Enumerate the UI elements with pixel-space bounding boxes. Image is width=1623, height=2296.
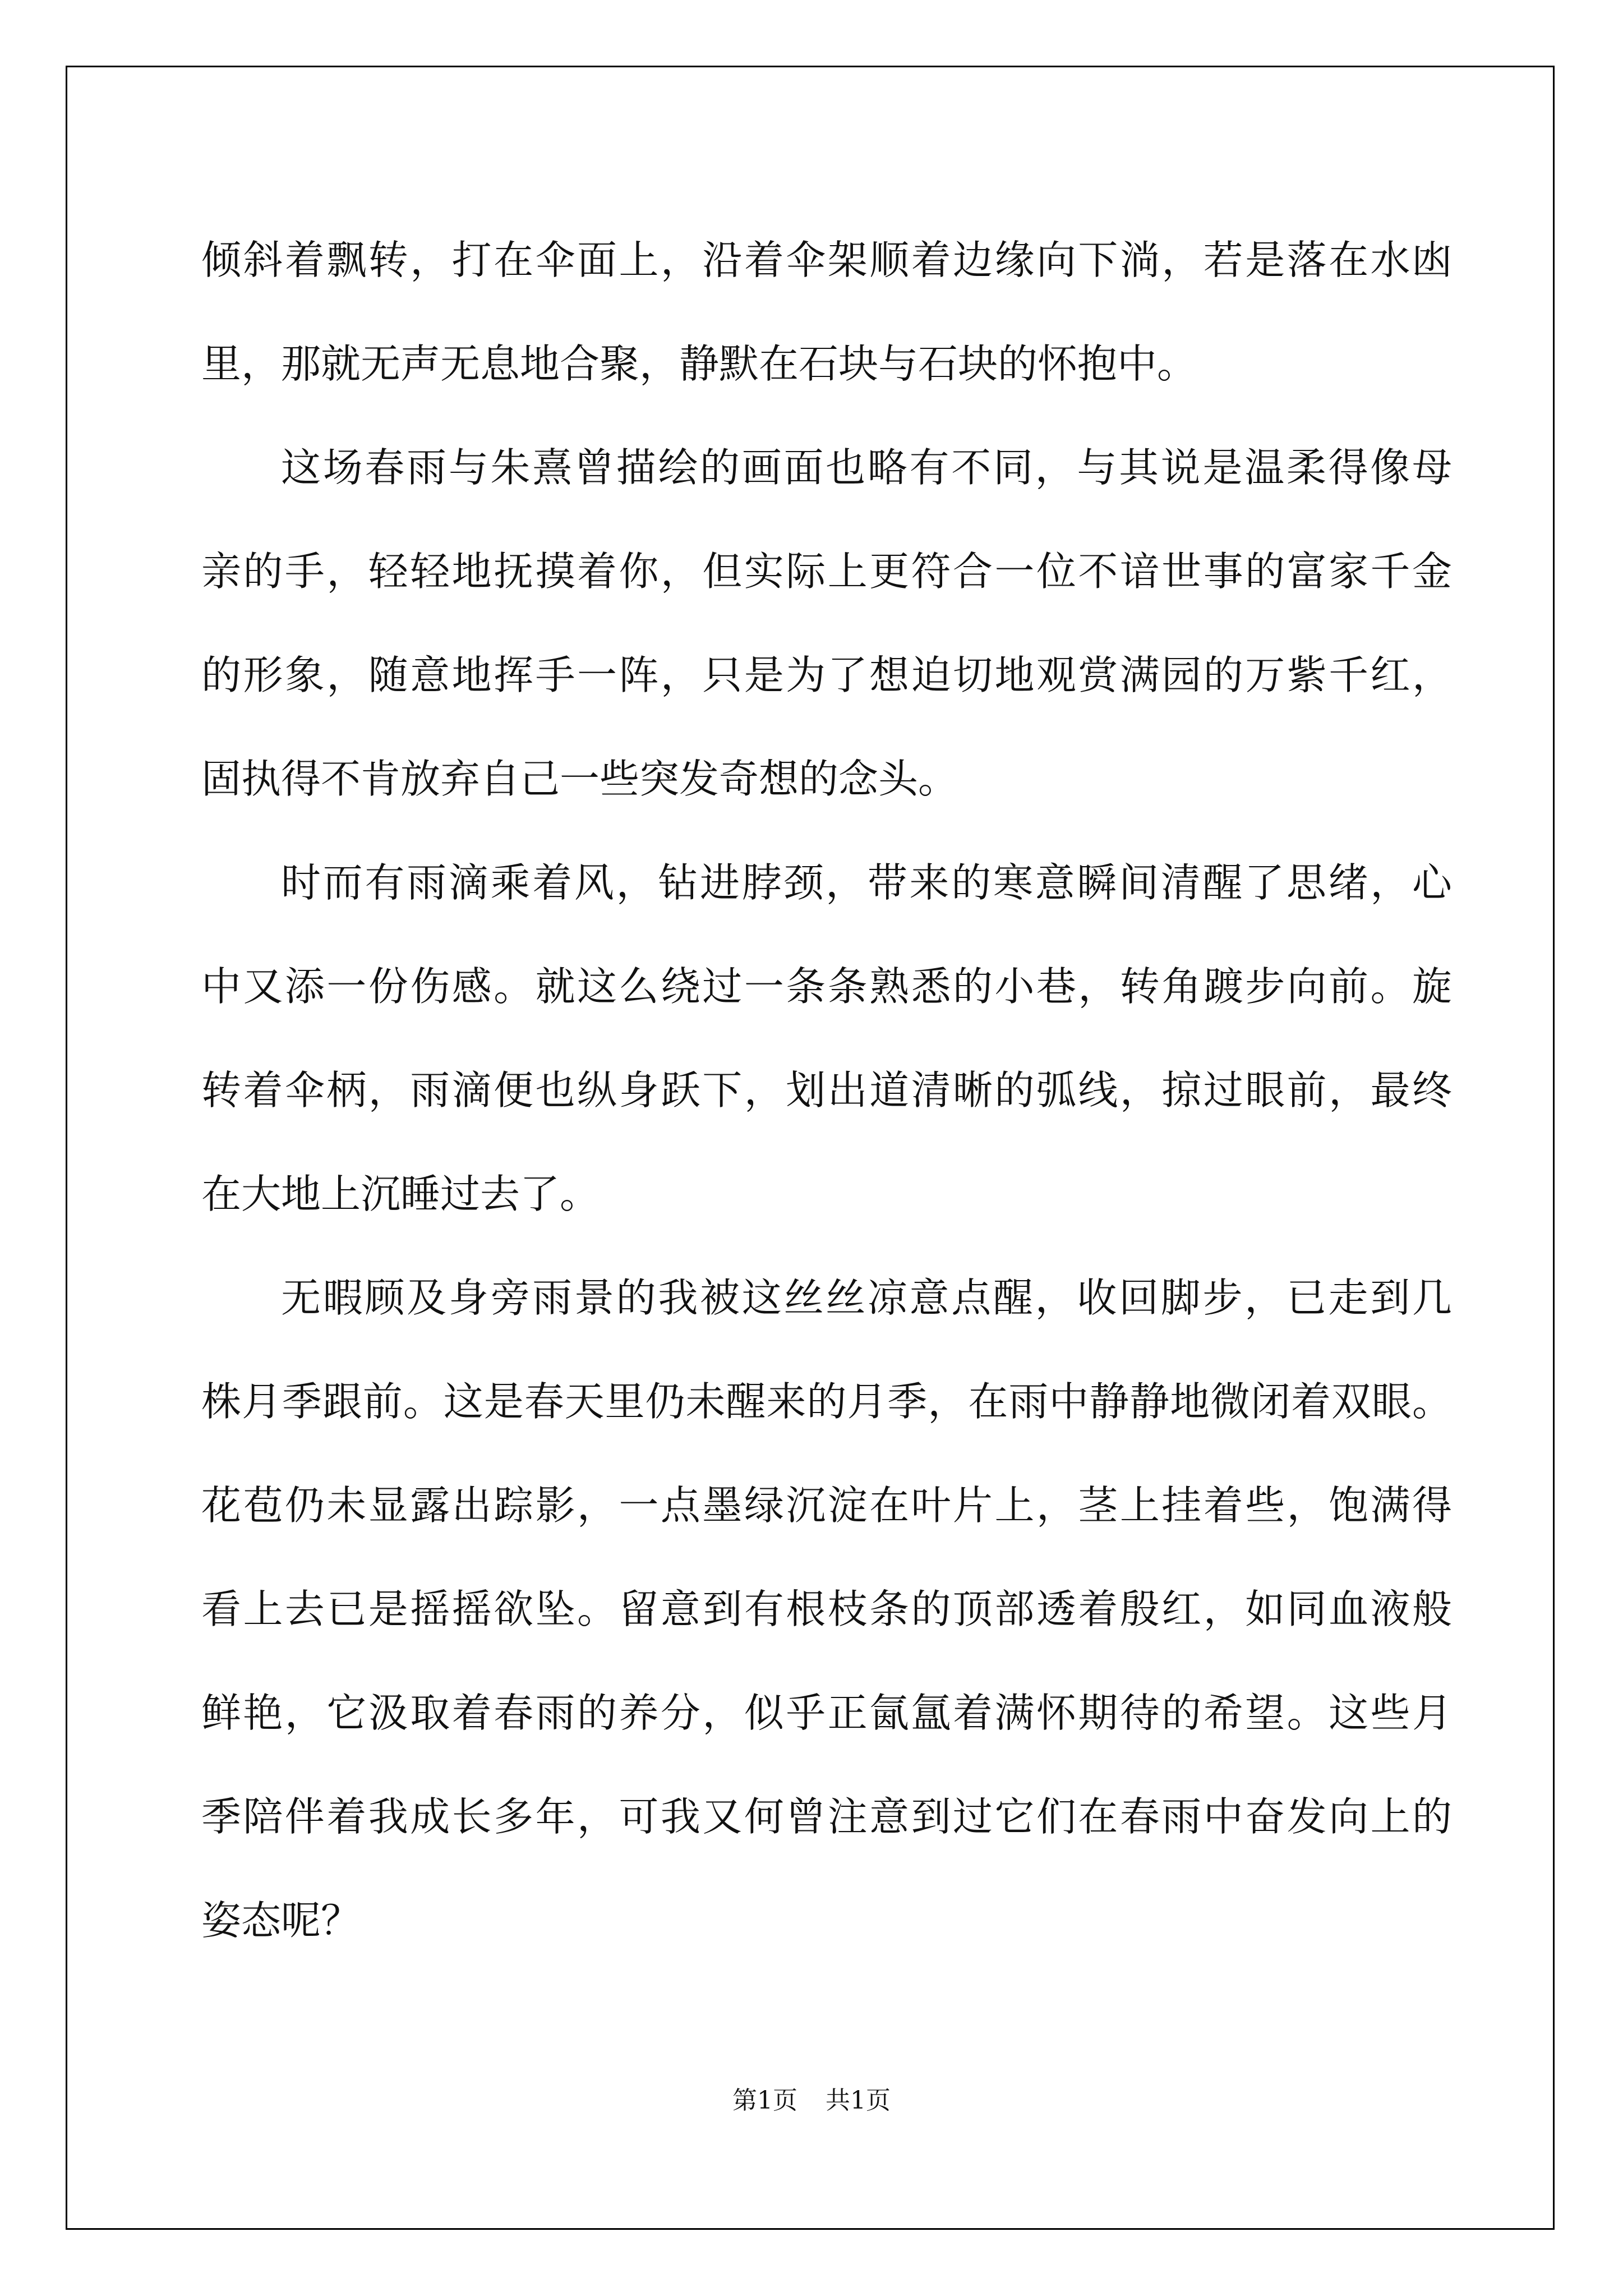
text-line: 亲的手，轻轻地抚摸着你，但实际上更符合一位不谙世事的富家千金 (201, 548, 1454, 595)
page-footer (0, 2084, 1623, 2118)
text-line: 无暇顾及身旁雨景的我被这丝丝凉意点醒，收回脚步，已走到几 (281, 1274, 1454, 1321)
text-line: 看上去已是摇摇欲坠。留意到有根枝条的顶部透着殷红，如同血液般 (201, 1586, 1454, 1632)
text-line: 季陪伴着我成长多年，可我又何曾注意到过它们在春雨中奋发向上的 (201, 1793, 1454, 1840)
text-line: 转着伞柄，雨滴便也纵身跃下，划出道清晰的弧线，掠过眼前，最终 (201, 1067, 1454, 1114)
text-line: 的形象，随意地挥手一阵，只是为了想迫切地观赏满园的万紫千红， (201, 652, 1454, 698)
text-line: 姿态呢？ (201, 1897, 361, 1944)
text-line: 时而有雨滴乘着风，钻进脖颈，带来的寒意瞬间清醒了思绪，心 (281, 859, 1454, 906)
text-line: 这场春雨与朱熹曾描绘的画面也略有不同，与其说是温柔得像母 (281, 444, 1454, 491)
document-body (201, 208, 1452, 1972)
text-line: 里，那就无声无息地合聚，静默在石块与石块的怀抱中。 (201, 341, 1197, 387)
page-number-total: 共1页 (826, 2086, 891, 2115)
text-line: 鲜艳，它汲取着春雨的养分，似乎正氤氲着满怀期待的希望。这些月 (201, 1690, 1454, 1736)
text-line: 倾斜着飘转，打在伞面上，沿着伞架顺着边缘向下淌，若是落在水凼 (201, 237, 1454, 283)
text-line: 在大地上沉睡过去了。 (201, 1171, 600, 1217)
page-number-current: 第1页 (732, 2086, 797, 2115)
text-line: 中又添一份伤感。就这么绕过一条条熟悉的小巷，转角踱步向前。旋 (201, 963, 1454, 1010)
text-line: 株月季跟前。这是春天里仍未醒来的月季，在雨中静静地微闭着双眼。 (201, 1378, 1453, 1425)
text-line: 固执得不肯放弃自己一些突发奇想的念头。 (201, 756, 958, 802)
text-line: 花苞仍未显露出踪影，一点墨绿沉淀在叶片上，茎上挂着些，饱满得 (201, 1482, 1454, 1529)
